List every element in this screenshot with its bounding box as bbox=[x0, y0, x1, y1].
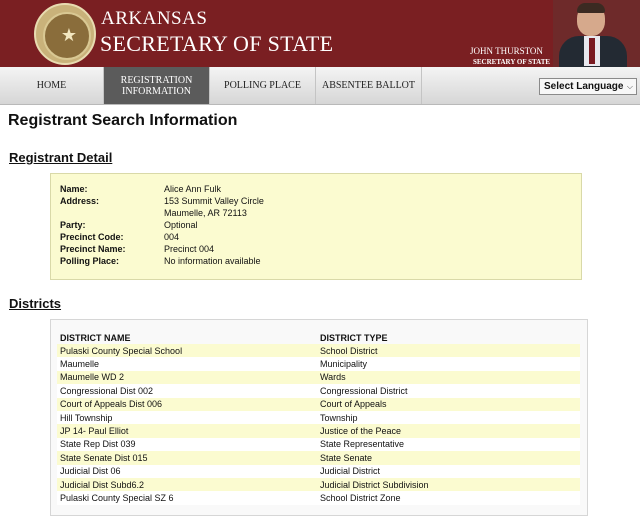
column-header-district-type: DISTRICT TYPE bbox=[320, 332, 388, 343]
table-row bbox=[57, 465, 580, 478]
name-value: Alice Ann Fulk bbox=[164, 184, 222, 194]
address-label: Address: bbox=[60, 196, 100, 206]
table-row bbox=[57, 451, 580, 464]
official-title: SECRETARY OF STATE bbox=[473, 58, 551, 66]
nav-polling-place[interactable]: POLLING PLACE bbox=[210, 67, 316, 104]
address-line1: 153 Summit Valley Circle bbox=[164, 196, 264, 206]
district-name-cell: Judicial Dist Subd6.2 bbox=[57, 478, 317, 491]
portrait-tie bbox=[589, 38, 595, 64]
district-name-cell: Pulaski County Special School bbox=[57, 344, 317, 357]
polling-place-value: No information available bbox=[164, 256, 261, 266]
table-row bbox=[57, 357, 580, 370]
language-select-label: Select Language bbox=[544, 81, 624, 92]
table-row bbox=[57, 398, 580, 411]
site-title-line1[interactable]: ARKANSAS bbox=[101, 8, 208, 29]
seal-center bbox=[43, 12, 91, 60]
district-type-cell: State Senate bbox=[317, 451, 580, 464]
district-type-cell: Congressional District bbox=[317, 384, 580, 397]
official-portrait bbox=[553, 0, 640, 67]
registrant-detail-panel bbox=[50, 173, 582, 280]
precinct-code-value: 004 bbox=[164, 232, 180, 242]
district-name-cell: Judicial Dist 06 bbox=[57, 465, 317, 478]
district-type-cell: Municipality bbox=[317, 357, 580, 370]
polling-place-label: Polling Place: bbox=[60, 256, 120, 266]
district-type-cell: Township bbox=[317, 411, 580, 424]
district-name-cell: Maumelle WD 2 bbox=[57, 371, 317, 384]
districts-table bbox=[57, 331, 580, 505]
language-select[interactable] bbox=[539, 78, 637, 95]
table-row bbox=[57, 478, 580, 491]
party-value: Optional bbox=[164, 220, 198, 230]
table-row bbox=[57, 424, 580, 437]
district-type-cell: Judicial District Subdivision bbox=[317, 478, 580, 491]
official-name: JOHN THURSTON bbox=[470, 46, 543, 56]
precinct-code-label: Precinct Code: bbox=[60, 232, 124, 242]
district-name-cell: State Senate Dist 015 bbox=[57, 451, 317, 464]
district-name-cell: JP 14- Paul Elliot bbox=[57, 424, 317, 437]
address-line2: Maumelle, AR 72113 bbox=[164, 208, 247, 218]
star-icon: ★ bbox=[60, 25, 78, 46]
table-row bbox=[57, 371, 580, 384]
nav-registration-information[interactable]: REGISTRATION INFORMATION bbox=[104, 67, 210, 104]
table-row bbox=[57, 491, 580, 504]
district-type-cell: Judicial District bbox=[317, 465, 580, 478]
table-row bbox=[57, 411, 580, 424]
district-name-cell: Pulaski County Special SZ 6 bbox=[57, 491, 317, 504]
nav-absentee-ballot[interactable]: ABSENTEE BALLOT bbox=[316, 67, 422, 104]
name-label: Name: bbox=[60, 184, 88, 194]
table-row bbox=[57, 344, 580, 357]
district-type-cell: Court of Appeals bbox=[317, 398, 580, 411]
districts-heading: Districts bbox=[9, 296, 62, 311]
main-content bbox=[0, 105, 640, 530]
page-title: Registrant Search Information bbox=[8, 112, 238, 129]
district-type-cell: School District Zone bbox=[317, 491, 580, 504]
district-type-cell: Justice of the Peace bbox=[317, 424, 580, 437]
precinct-name-label: Precinct Name: bbox=[60, 244, 126, 254]
district-name-cell: Hill Township bbox=[57, 411, 317, 424]
district-type-cell: State Representative bbox=[317, 438, 580, 451]
district-name-cell: Congressional Dist 002 bbox=[57, 384, 317, 397]
table-row bbox=[57, 384, 580, 397]
district-type-cell: Wards bbox=[317, 371, 580, 384]
district-name-cell: Court of Appeals Dist 006 bbox=[57, 398, 317, 411]
registrant-detail-heading: Registrant Detail bbox=[9, 150, 113, 165]
portrait-hair bbox=[577, 3, 605, 13]
nav-home[interactable]: HOME bbox=[0, 67, 104, 104]
table-row bbox=[57, 438, 580, 451]
district-name-cell: Maumelle bbox=[57, 357, 317, 370]
precinct-name-value: Precinct 004 bbox=[164, 244, 215, 254]
chevron-down-icon: ⌵ bbox=[626, 82, 633, 91]
column-header-district-name: DISTRICT NAME bbox=[60, 332, 131, 343]
site-title-line2[interactable]: SECRETARY OF STATE bbox=[100, 31, 334, 56]
table-header-row bbox=[57, 331, 580, 344]
district-type-cell: School District bbox=[317, 344, 580, 357]
district-name-cell: State Rep Dist 039 bbox=[57, 438, 317, 451]
state-seal-icon[interactable] bbox=[34, 3, 96, 65]
site-banner bbox=[0, 0, 640, 67]
party-label: Party: bbox=[60, 220, 86, 230]
